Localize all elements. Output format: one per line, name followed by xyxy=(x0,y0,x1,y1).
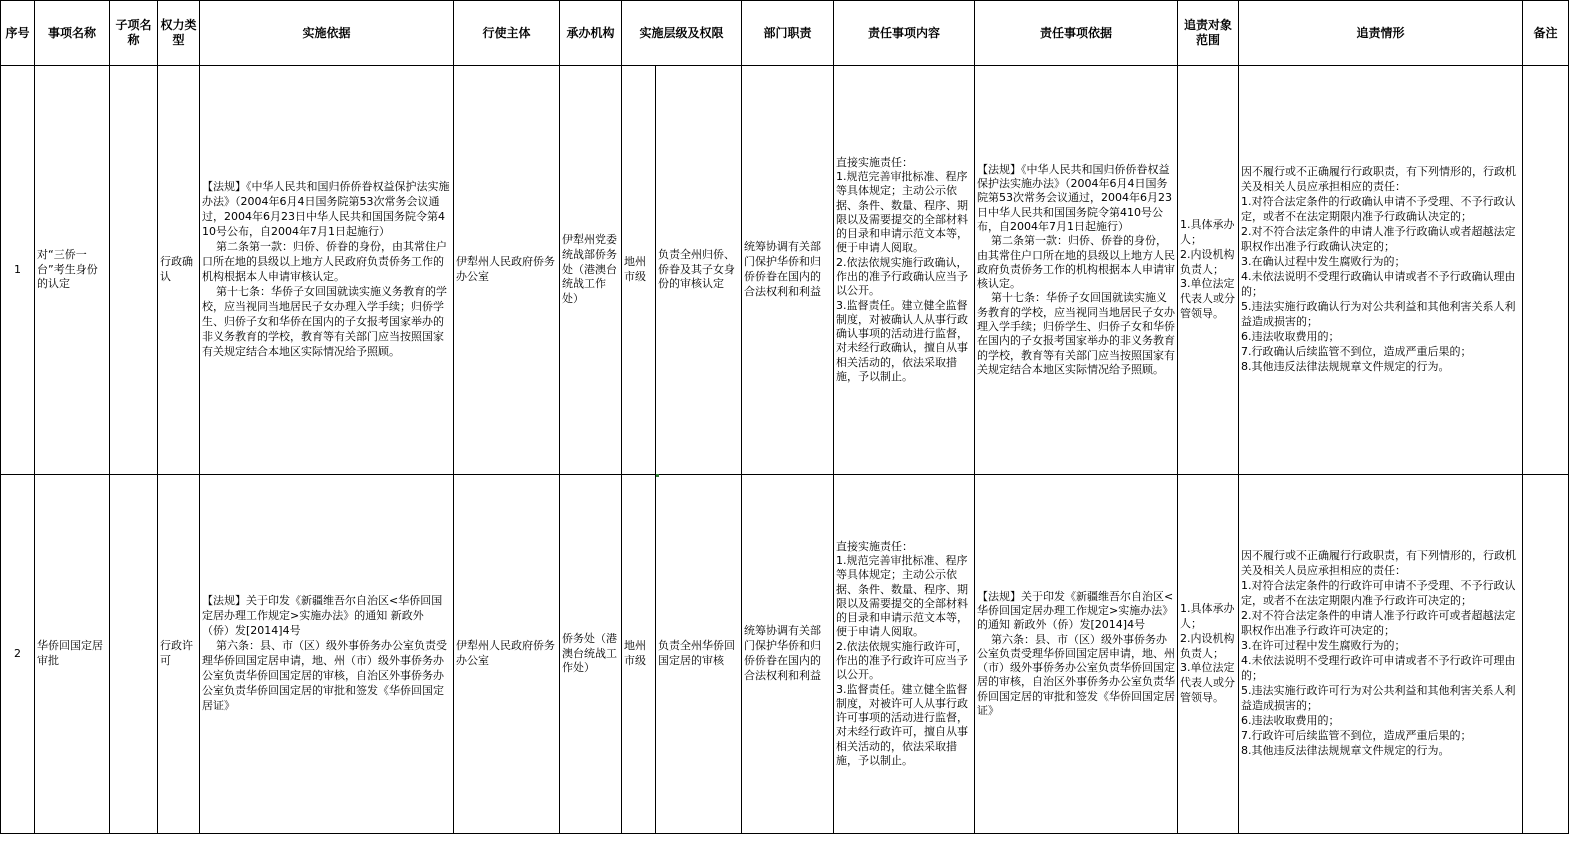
header-resp-basis[interactable]: 责任事项依据 xyxy=(975,1,1178,66)
header-basis[interactable]: 实施依据 xyxy=(200,1,454,66)
cell-authority[interactable]: 负责全州华侨回国定居的审核 xyxy=(656,475,742,834)
header-dept-duty[interactable]: 部门职责 xyxy=(742,1,834,66)
cell-resp-content[interactable]: 直接实施责任： 1.规范完善审批标准、程序等具体规定；主动公示依据、条件、数量、程序、期限以及需要提交的全部材料的目录和申请示范文本等，便于申请人阅取。 2.依法依规实施行政许可，作出的准予行政许可应当予以公开。 3.监督责任。建立健全监督制度，对被许可人从事行政许可事项的活动进行监督，对未经行政许可，擅自从事相关活动的，依法采取措施，予以制止。 xyxy=(834,475,975,834)
header-accountable-scope[interactable]: 追责对象范围 xyxy=(1178,1,1239,66)
cell-item-name[interactable]: 对“三侨一台”考生身份的认定 xyxy=(35,66,110,475)
table-row xyxy=(1,475,1569,834)
cell-exercising-body[interactable]: 伊犁州人民政府侨务办公室 xyxy=(454,66,560,475)
cell-level[interactable]: 地州市级 xyxy=(622,475,656,834)
cell-sub-item[interactable] xyxy=(110,66,158,475)
cell-dept-duty[interactable]: 统筹协调有关部门保护华侨和归侨侨眷在国内的合法权利和利益 xyxy=(742,66,834,475)
cell-sub-item[interactable] xyxy=(110,475,158,834)
cell-resp-basis[interactable]: 【法规】关于印发《新疆维吾尔自治区<华侨回国定居办理工作规定>实施办法》的通知 新政外（侨）发[2014]4号 第六条：县、市（区）级外事侨务办公室负责受理华侨回国定居申请，地、州（市）级外事侨务办公室负责华侨回国定居的审核，自治区外事侨务办公室负责华侨回国定居的审批和签发《华侨回国定居证》 xyxy=(975,475,1178,834)
cell-power-type[interactable]: 行政许可 xyxy=(158,475,200,834)
cell-remarks[interactable] xyxy=(1523,475,1569,834)
header-seq[interactable]: 序号 xyxy=(1,1,35,66)
header-exercising-body[interactable]: 行使主体 xyxy=(454,1,560,66)
table-row xyxy=(1,66,1569,475)
cell-handling-org[interactable]: 侨务处（港澳台统战工作处） xyxy=(560,475,622,834)
cell-basis[interactable]: 【法规】《中华人民共和国归侨侨眷权益保护法实施办法》（2004年6月4日国务院第53次常务会议通过，2004年6月23日中华人民共和国国务院令第410号公布，自2004年7月1日起施行） 第二条第一款：归侨、侨眷的身份，由其常住户口所在地的县级以上地方人民政府负责侨务工作的机构根据本人申请审核认定。 第十七条：华侨子女回国就读实施义务教育的学校，应当视同当地居民子女办理入学手续；归侨学生、归侨子女和华侨在国内的子女报考国家举办的非义务教育的学校，教育等有关部门应当按照国家有关规定结合本地区实际情况给予照顾。 xyxy=(200,66,454,475)
cell-item-name[interactable]: 华侨回国定居审批 xyxy=(35,475,110,834)
header-level-authority[interactable]: 实施层级及权限 xyxy=(622,1,742,66)
cell-accountable-scope[interactable]: 1.具体承办人； 2.内设机构负责人； 3.单位法定代表人或分管领导。 xyxy=(1178,66,1239,475)
header-row xyxy=(1,1,1569,66)
cell-accountable-cases[interactable]: 因不履行或不正确履行行政职责，有下列情形的，行政机关及相关人员应承担相应的责任： 1.对符合法定条件的行政许可申请不予受理、不予行政认定，或者不在法定期限内准予行政许可决定的； 2.对不符合法定条件的申请人准予行政许可或者超越法定职权作出准予行政许可决定的； 3.在许可过程中发生腐败行为的； 4.未依法说明不受理行政许可申请或者不予行政许可理由的； 5.违法实施行政许可行为对公共利益和其他利害关系人利益造成损害的； 6.违法收取费用的； 7.行政许可后续监管不到位，造成严重后果的； 8.其他违反法律法规规章文件规定的行为。 xyxy=(1239,475,1523,834)
cell-seq[interactable]: 1 xyxy=(1,66,35,475)
header-resp-content[interactable]: 责任事项内容 xyxy=(834,1,975,66)
header-remarks[interactable]: 备注 xyxy=(1523,1,1569,66)
cell-resp-basis[interactable]: 【法规】《中华人民共和国归侨侨眷权益保护法实施办法》（2004年6月4日国务院第53次常务会议通过，2004年6月23日中华人民共和国国务院令第410号公布，自2004年7月1日起施行） 第二条第一款：归侨、侨眷的身份，由其常住户口所在地的县级以上地方人民政府负责侨务工作的机构根据本人申请审核认定。 第十七条：华侨子女回国就读实施义务教育的学校，应当视同当地居民子女办理入学手续；归侨学生、归侨子女和华侨在国内的子女报考国家举办的非义务教育的学校，教育等有关部门应当按照国家有关规定结合本地区实际情况给予照顾。 xyxy=(975,66,1178,475)
header-handling-org[interactable]: 承办机构 xyxy=(560,1,622,66)
cell-level[interactable]: 地州市级 xyxy=(622,66,656,475)
cell-handling-org[interactable]: 伊犁州党委统战部侨务处（港澳台统战工作处） xyxy=(560,66,622,475)
cell-power-type[interactable]: 行政确认 xyxy=(158,66,200,475)
cell-accountable-cases[interactable]: 因不履行或不正确履行行政职责，有下列情形的，行政机关及相关人员应承担相应的责任： 1.对符合法定条件的行政确认申请不予受理、不予行政认定，或者不在法定期限内准予行政确认决定的； 2.对不符合法定条件的申请人准予行政确认或者超越法定职权作出准予行政确认决定的； 3.在确认过程中发生腐败行为的； 4.未依法说明不受理行政确认申请或者不予行政确认理由的； 5.违法实施行政确认行为对公共利益和其他利害关系人利益造成损害的； 6.违法收取费用的； 7.行政确认后续监管不到位，造成严重后果的； 8.其他违反法律法规规章文件规定的行为。 xyxy=(1239,66,1523,475)
header-sub-item[interactable]: 子项名称 xyxy=(110,1,158,66)
cell-remarks[interactable] xyxy=(1523,66,1569,475)
header-power-type[interactable]: 权力类型 xyxy=(158,1,200,66)
cell-dept-duty[interactable]: 统筹协调有关部门保护华侨和归侨侨眷在国内的合法权利和利益 xyxy=(742,475,834,834)
cell-exercising-body[interactable]: 伊犁州人民政府侨务办公室 xyxy=(454,475,560,834)
cell-seq[interactable]: 2 xyxy=(1,475,35,834)
header-accountable-cases[interactable]: 追责情形 xyxy=(1239,1,1523,66)
cell-resp-content[interactable]: 直接实施责任： 1.规范完善审批标准、程序等具体规定；主动公示依据、条件、数量、程序、期限以及需要提交的全部材料的目录和申请示范文本等，便于申请人阅取。 2.依法依规实施行政确认，作出的准予行政确认应当予以公开。 3.监督责任。建立健全监督制度，对被确认人从事行政确认事项的活动进行监督，对未经行政确认，擅自从事相关活动的，依法采取措施，予以制止。 xyxy=(834,66,975,475)
cell-accountable-scope[interactable]: 1.具体承办人； 2.内设机构负责人； 3.单位法定代表人或分管领导。 xyxy=(1178,475,1239,834)
cell-authority[interactable]: 负责全州归侨、侨眷及其子女身份的审核认定 xyxy=(656,66,742,475)
cell-basis[interactable]: 【法规】关于印发《新疆维吾尔自治区<华侨回国定居办理工作规定>实施办法》的通知 新政外（侨）发[2014]4号 第六条：县、市（区）级外事侨务办公室负责受理华侨回国定居申请，地、州（市）级外事侨务办公室负责华侨回国定居的审核，自治区外事侨务办公室负责华侨回国定居的审批和签发《华侨回国定居证》 xyxy=(200,475,454,834)
cell-comment-marker xyxy=(656,474,659,477)
header-item-name[interactable]: 事项名称 xyxy=(35,1,110,66)
